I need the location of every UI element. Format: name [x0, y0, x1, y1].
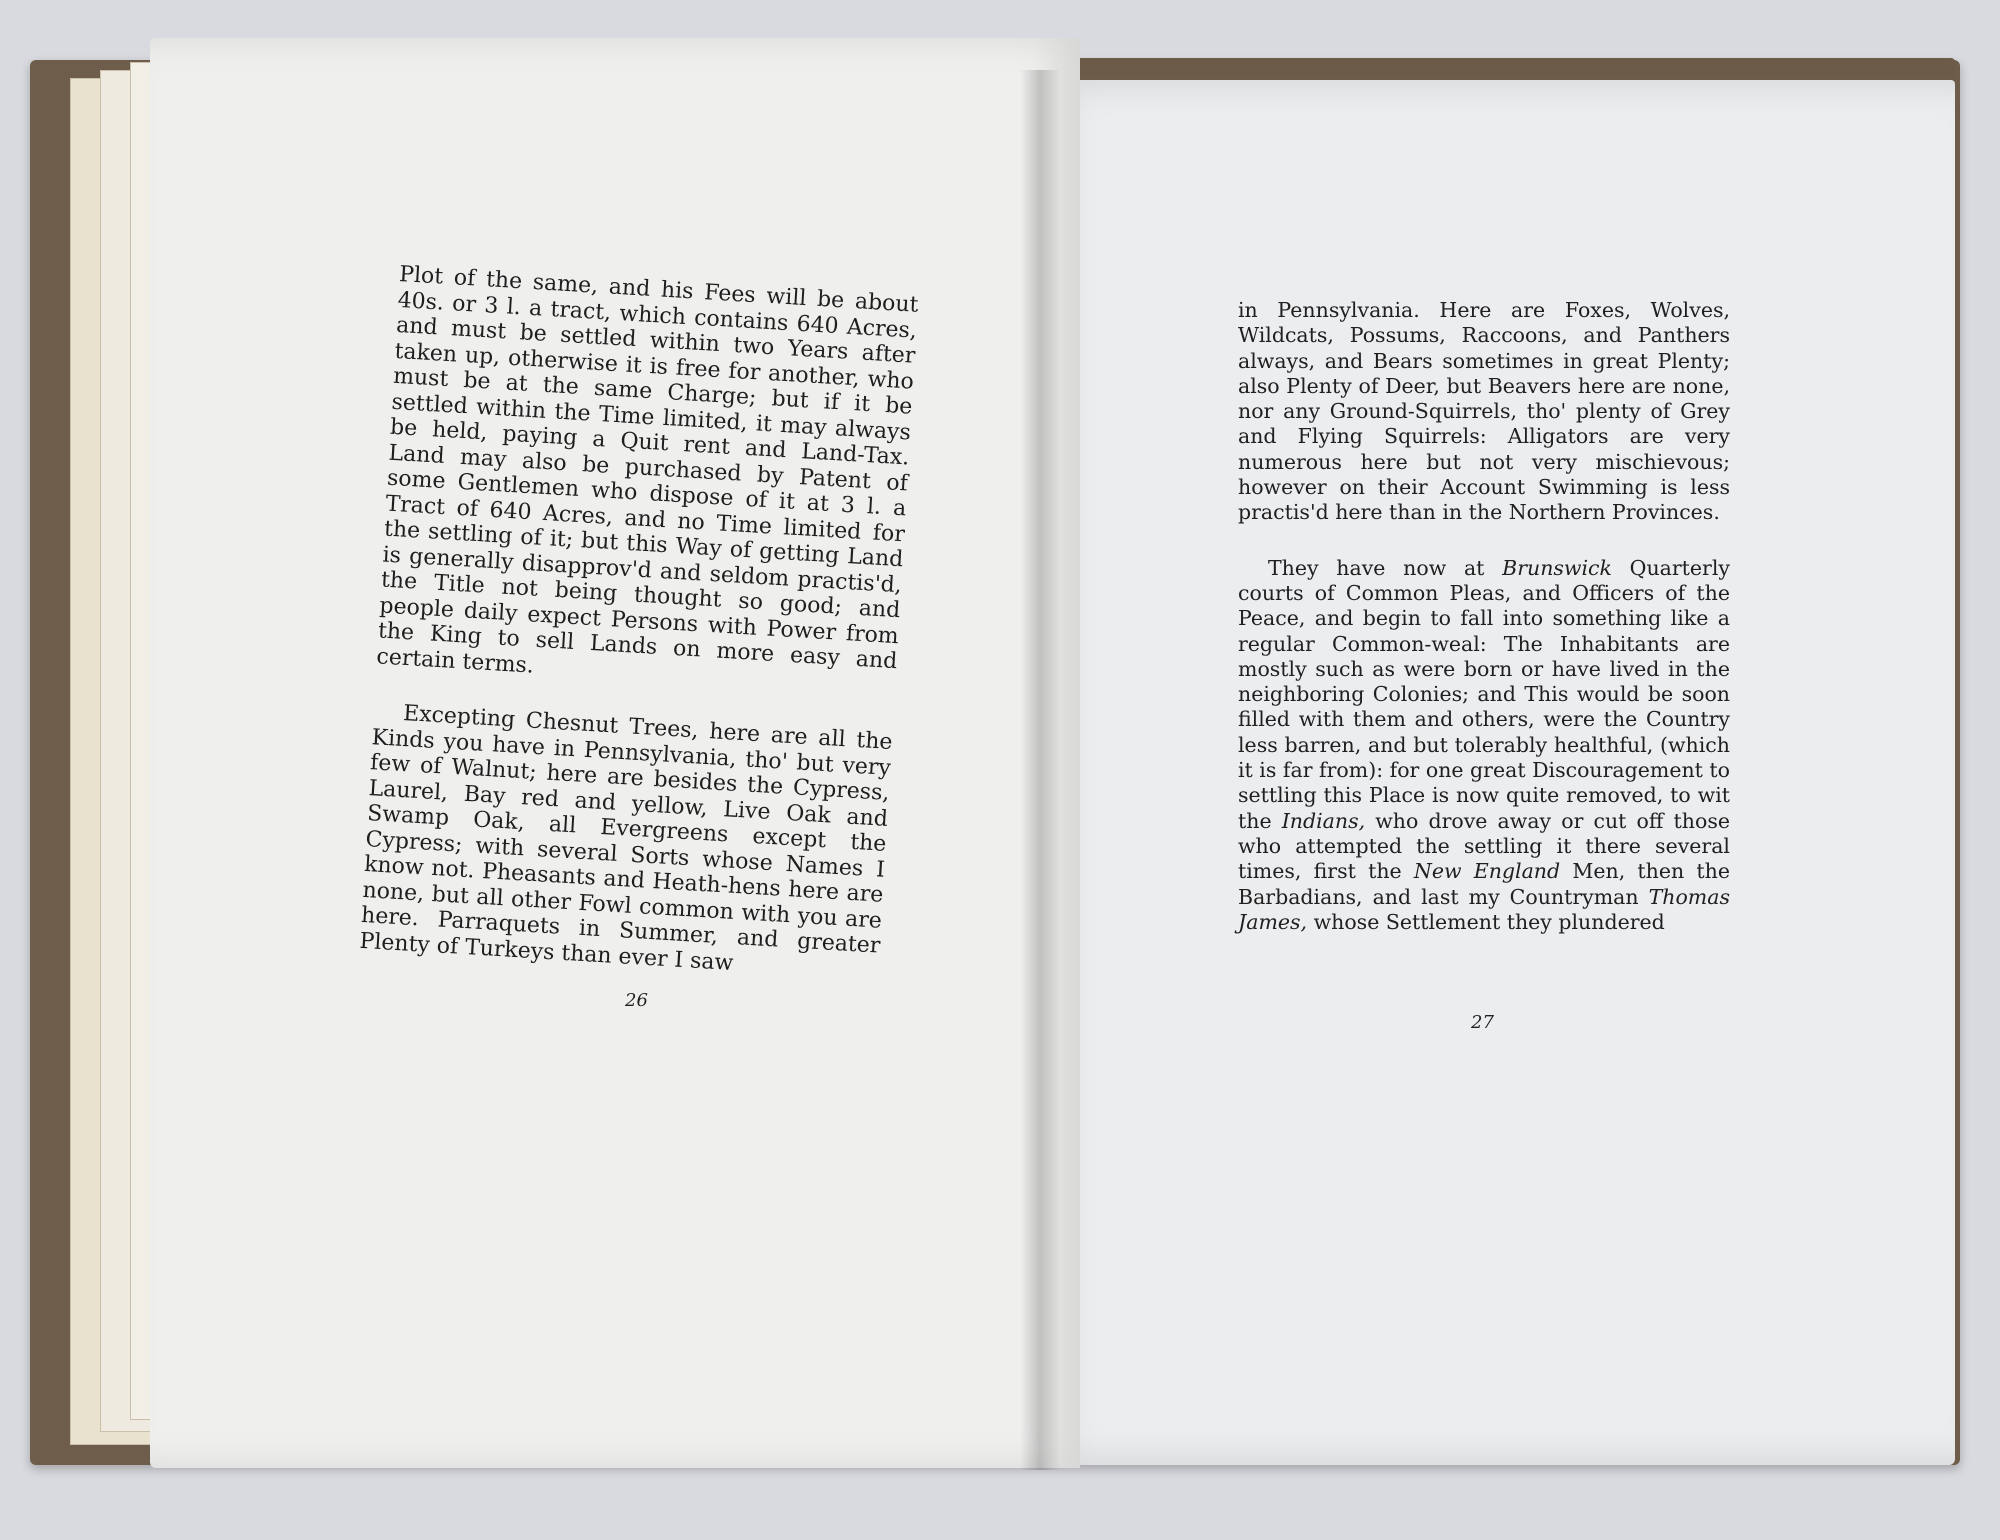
- book-gutter: [1020, 70, 1060, 1470]
- page-number-left: 26: [625, 990, 648, 1011]
- right-paragraph-1: in Pennsylvania. Here are Foxes, Wolves, Wildcats, Possums, Raccoons, and Panthers always, and Bears sometimes in great Plenty; also Plenty of Deer, but Beavers here are none, nor any Ground-Squirrels, tho' plenty of Grey and Flying Squirrels: Alligators are very numerous here but not very mischievous; however on their Account Swimming is less practis'd here than in the Northern Provinces.: [1238, 298, 1730, 525]
- right-paragraph-2: [1238, 556, 1730, 935]
- text-run: whose Settlement they plundered: [1307, 909, 1665, 934]
- right-page-text: [1238, 298, 1730, 935]
- italic-brunswick: Brunswick: [1502, 555, 1612, 580]
- left-paragraph-2: Excepting Chesnut Trees, here are all the Kinds you have in Pennsylvania, tho' but very few of Walnut; here are besides the Cypress, Laurel, Bay red and yellow, Live Oak and Swamp Oak, all Evergreens except the Cypress; with several Sorts whose Names I know not. Pheasants and Heath-hens here are none, but all other Fowl common with you are here. Parraquets in Summer, and greater Plenty of Turkeys than ever I saw: [358, 701, 894, 976]
- left-page-text: [359, 262, 919, 985]
- italic-indians: Indians,: [1281, 808, 1366, 833]
- text-run: They have now at: [1268, 555, 1503, 580]
- italic-new-england: New England: [1413, 859, 1561, 884]
- page-number-right: 27: [1471, 1012, 1494, 1033]
- text-run: Men, then the Barbadians, and last my Countryman: [1238, 859, 1731, 909]
- text-run: Quarterly courts of Common Pleas, and Officers of the Peace, and begin to fall into something like a regular Common-weal: The Inhabitants are mostly such as were born or have lived in the neighboring Colonies; and This would be soon filled with them and others, were the Country less barren, and but tolerably healthful, (which it is far from): for one great Discouragement to settling this Place is now quite removed, to wit the: [1238, 555, 1731, 833]
- cover-top-edge: [990, 58, 1955, 78]
- text-run: who drove away or cut off those who attempted the settling it there several times, first the: [1238, 808, 1730, 884]
- left-paragraph-1: Plot of the same, and his Fees will be about 40s. or 3 l. a tract, which contains 640 Acres, and must be settled within two Years after taken up, otherwise it is free for another, who must be at the same Charge; but if it be settled within the Time limited, it may always be held, paying a Quit rent and Land-Tax. Land may also be purchased by Patent of some Gentlemen who dispose of it at 3 l. a Tract of 640 Acres, and no Time limited for the settling of it; but this Way of getting Land is generally disapprov'd and seldom practis'd, the Title not being thought so good; and people daily expect Persons with Power from the King to sell Lands on more easy and certain terms.: [375, 262, 920, 679]
- italic-thomas-james: Thomas James,: [1238, 884, 1730, 934]
